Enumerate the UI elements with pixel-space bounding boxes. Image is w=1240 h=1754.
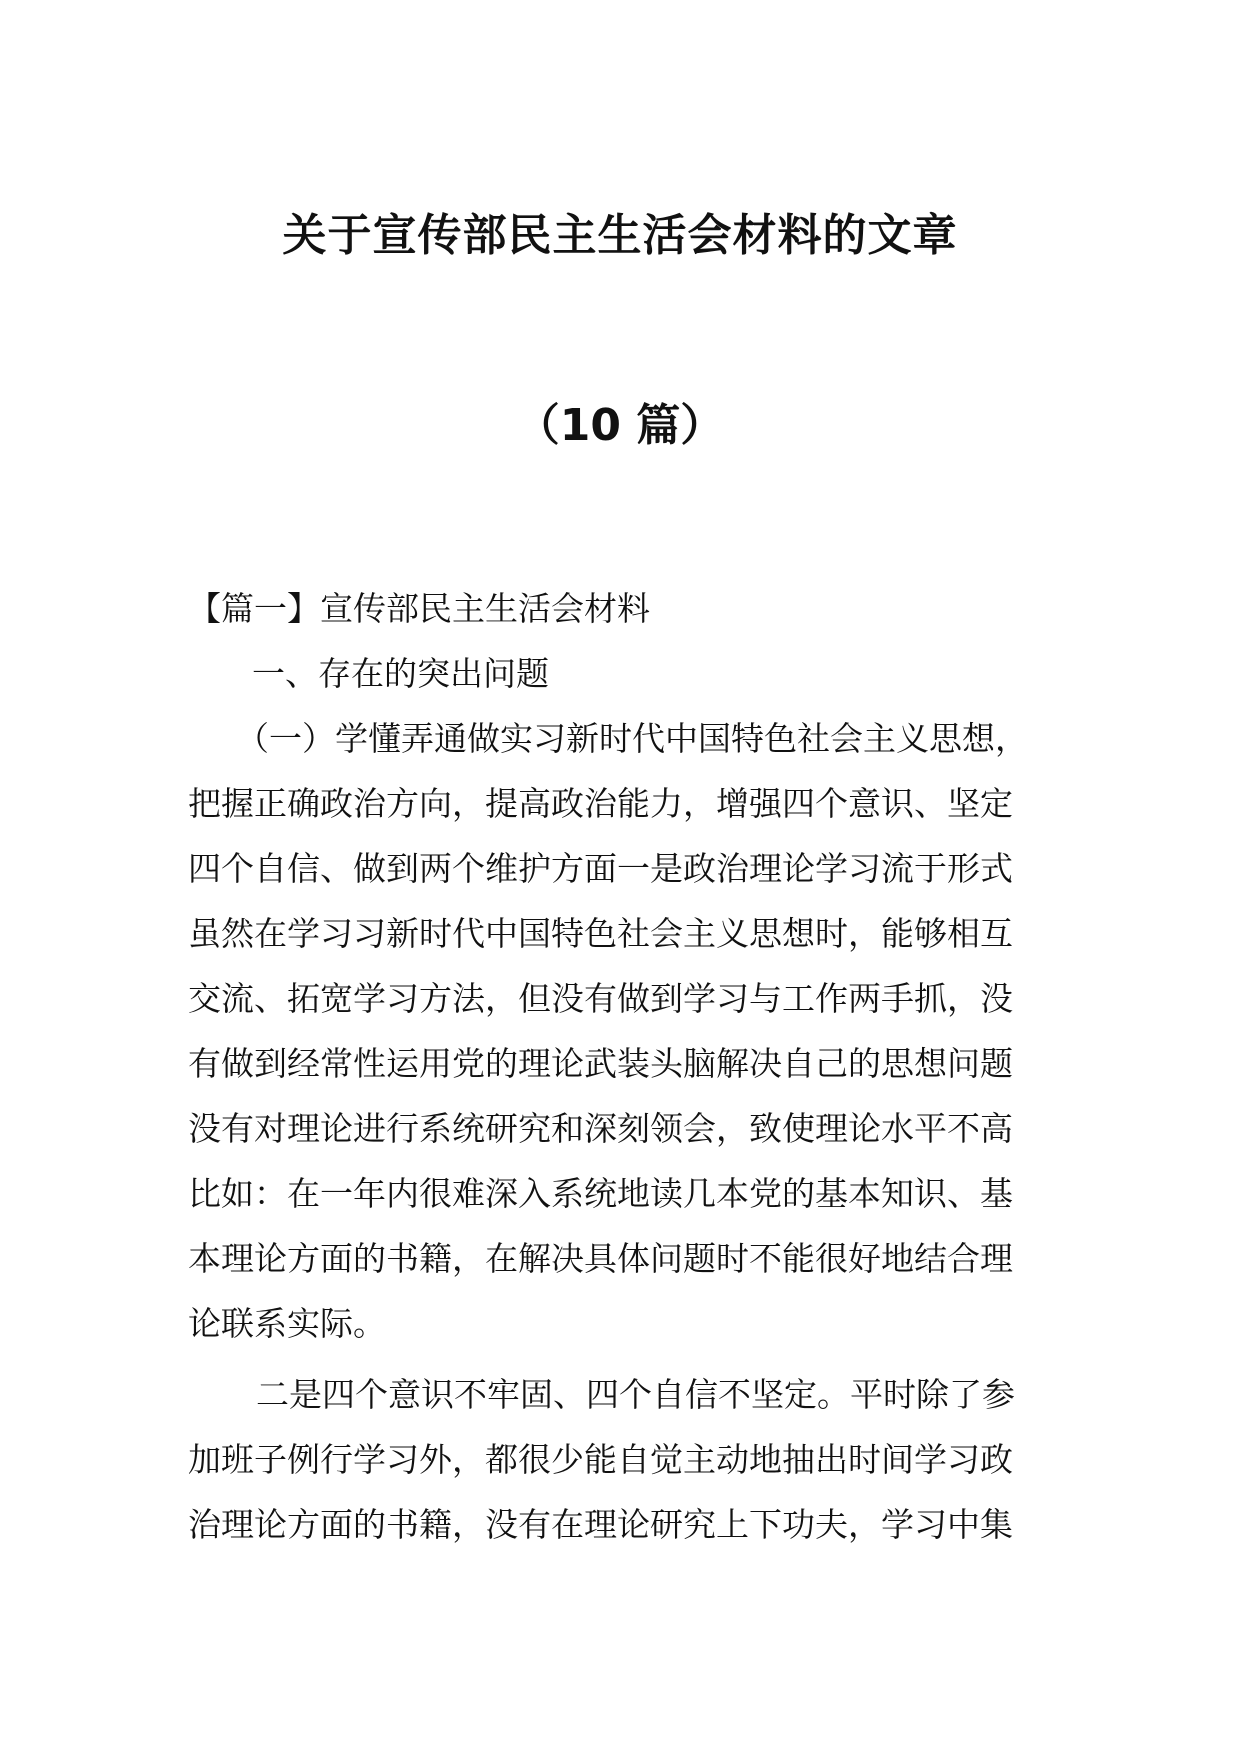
paragraph-line: （一）学懂弄通做实习新时代中国特色社会主义思想， xyxy=(236,719,1028,758)
paragraph-line: 虽然在学习习新时代中国特色社会主义思想时，能够相互 xyxy=(188,914,1013,953)
paragraph-line: 有做到经常性运用党的理论武装头脑解决自己的思想问题 xyxy=(188,1044,1013,1083)
paragraph-line: 没有对理论进行系统研究和深刻领会，致使理论水平不高 xyxy=(188,1109,1013,1148)
paragraph-line: 四个自信、做到两个维护方面一是政治理论学习流于形式 xyxy=(188,849,1013,888)
paragraph-2 xyxy=(188,1362,1058,1557)
paragraph-line: 治理论方面的书籍，没有在理论研究上下功夫，学习中集 xyxy=(188,1505,1013,1544)
chapter-heading: 【篇一】宣传部民主生活会材料 xyxy=(188,589,650,628)
paragraph-line: 论联系实际。 xyxy=(188,1304,386,1343)
paragraph-line: 比如：在一年内很难深入系统地读几本党的基本知识、基 xyxy=(188,1174,1013,1213)
paragraph-line: 本理论方面的书籍，在解决具体问题时不能很好地结合理 xyxy=(188,1239,1013,1278)
document-title: 关于宣传部民主生活会材料的文章 xyxy=(282,210,958,261)
paragraph-line: 二是四个意识不牢固、四个自信不坚定。平时除了参 xyxy=(256,1375,1015,1414)
paragraph-1 xyxy=(188,706,1058,1356)
section-heading: 一、存在的突出问题 xyxy=(252,654,549,693)
document-body xyxy=(188,576,1058,1557)
paragraph-line: 把握正确政治方向，提高政治能力，增强四个意识、坚定 xyxy=(188,784,1013,823)
paragraph-line: 交流、拓宽学习方法，但没有做到学习与工作两手抓，没 xyxy=(188,979,1013,1018)
document-subtitle: （10 篇） xyxy=(515,400,725,451)
paragraph-line: 加班子例行学习外，都很少能自觉主动地抽出时间学习政 xyxy=(188,1440,1013,1479)
